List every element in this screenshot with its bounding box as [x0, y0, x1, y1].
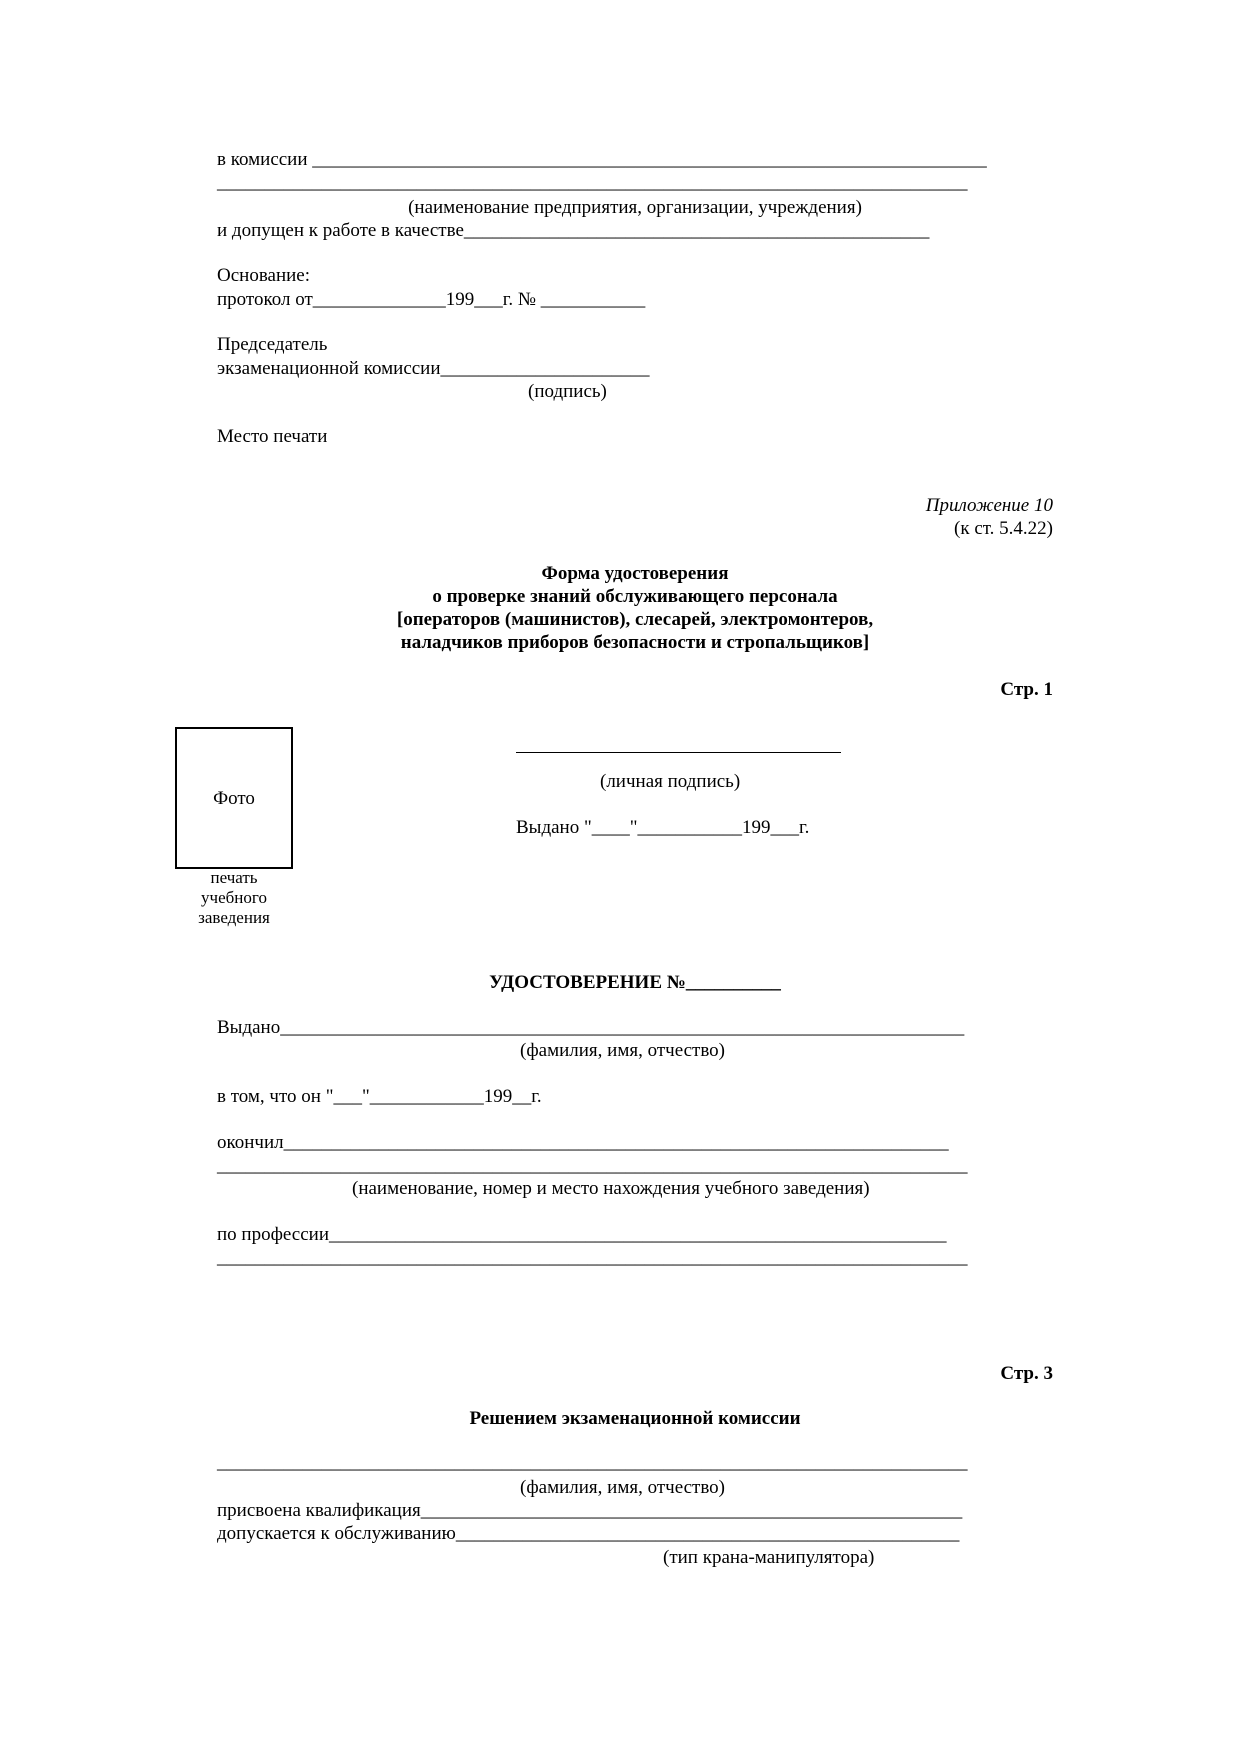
org-caption: (наименование предприятия, организации, учреждения) [408, 197, 862, 218]
appendix-title: Приложение 10 [925, 495, 1053, 516]
profession-line-2: _______________________________________________________________________________ [217, 1247, 968, 1268]
fio-caption: (фамилия, имя, отчество) [520, 1040, 726, 1061]
signature-caption: (подпись) [528, 381, 607, 402]
admitted-service-line: допускается к обслуживанию_____________________________________________________ [217, 1523, 960, 1544]
stamp-line-1: печать [210, 868, 258, 887]
protocol-line: протокол от______________199___г. № ___________ [217, 289, 646, 310]
page3-fio-caption: (фамилия, имя, отчество) [520, 1477, 726, 1498]
school-stamp-caption [176, 868, 292, 928]
school-caption: (наименование, номер и место нахождения учебного заведения) [352, 1178, 870, 1199]
finished-line-2: _______________________________________________________________________________ [217, 1155, 968, 1176]
appendix-ref: (к ст. 5.4.22) [954, 518, 1053, 539]
personal-signature-line [516, 752, 841, 753]
photo-box [175, 727, 293, 869]
certificate-title: УДОСТОВЕРЕНИЕ №__________ [489, 972, 781, 993]
form-title-line-2: о проверке знаний обслуживающего персонала [432, 586, 838, 607]
in-that-line: в том, что он "___"____________199__г. [217, 1086, 542, 1107]
stamp-line-3: заведения [198, 908, 270, 927]
qualification-line: присвоена квалификация_________________________________________________________ [217, 1500, 963, 1521]
issued-date-line: Выдано "____"___________199___г. [516, 817, 810, 838]
issued-to-line: Выдано________________________________________________________________________ [217, 1017, 965, 1038]
page-3-label: Стр. 3 [1000, 1363, 1053, 1384]
basis-label: Основание: [217, 265, 311, 286]
form-title-line-4: наладчиков приборов безопасности и стропальщиков] [400, 632, 870, 653]
seal-label: Место печати [217, 426, 328, 447]
commission-line-2: _______________________________________________________________________________ [217, 172, 968, 193]
crane-caption: (тип крана-манипулятора) [663, 1547, 875, 1568]
form-title-line-1: Форма удостоверения [541, 563, 729, 584]
page-1-label: Стр. 1 [1000, 679, 1053, 700]
chairman-line: экзаменационной комиссии______________________ [217, 358, 650, 379]
commission-line: в комиссии _______________________________________________________________________ [217, 149, 987, 170]
decision-title: Решением экзаменационной комиссии [469, 1408, 801, 1429]
name-line: _______________________________________________________________________________ [217, 1452, 968, 1473]
form-title-line-3: [операторов (машинистов), слесарей, электромонтеров, [396, 609, 874, 630]
stamp-line-2: учебного [201, 888, 267, 907]
admitted-line: и допущен к работе в качестве_________________________________________________ [217, 220, 930, 241]
chairman-label: Председатель [217, 334, 328, 355]
finished-line: окончил______________________________________________________________________ [217, 1132, 949, 1153]
photo-label: Фото [213, 787, 255, 809]
personal-signature-caption: (личная подпись) [600, 771, 741, 792]
profession-line: по профессии_________________________________________________________________ [217, 1224, 947, 1245]
